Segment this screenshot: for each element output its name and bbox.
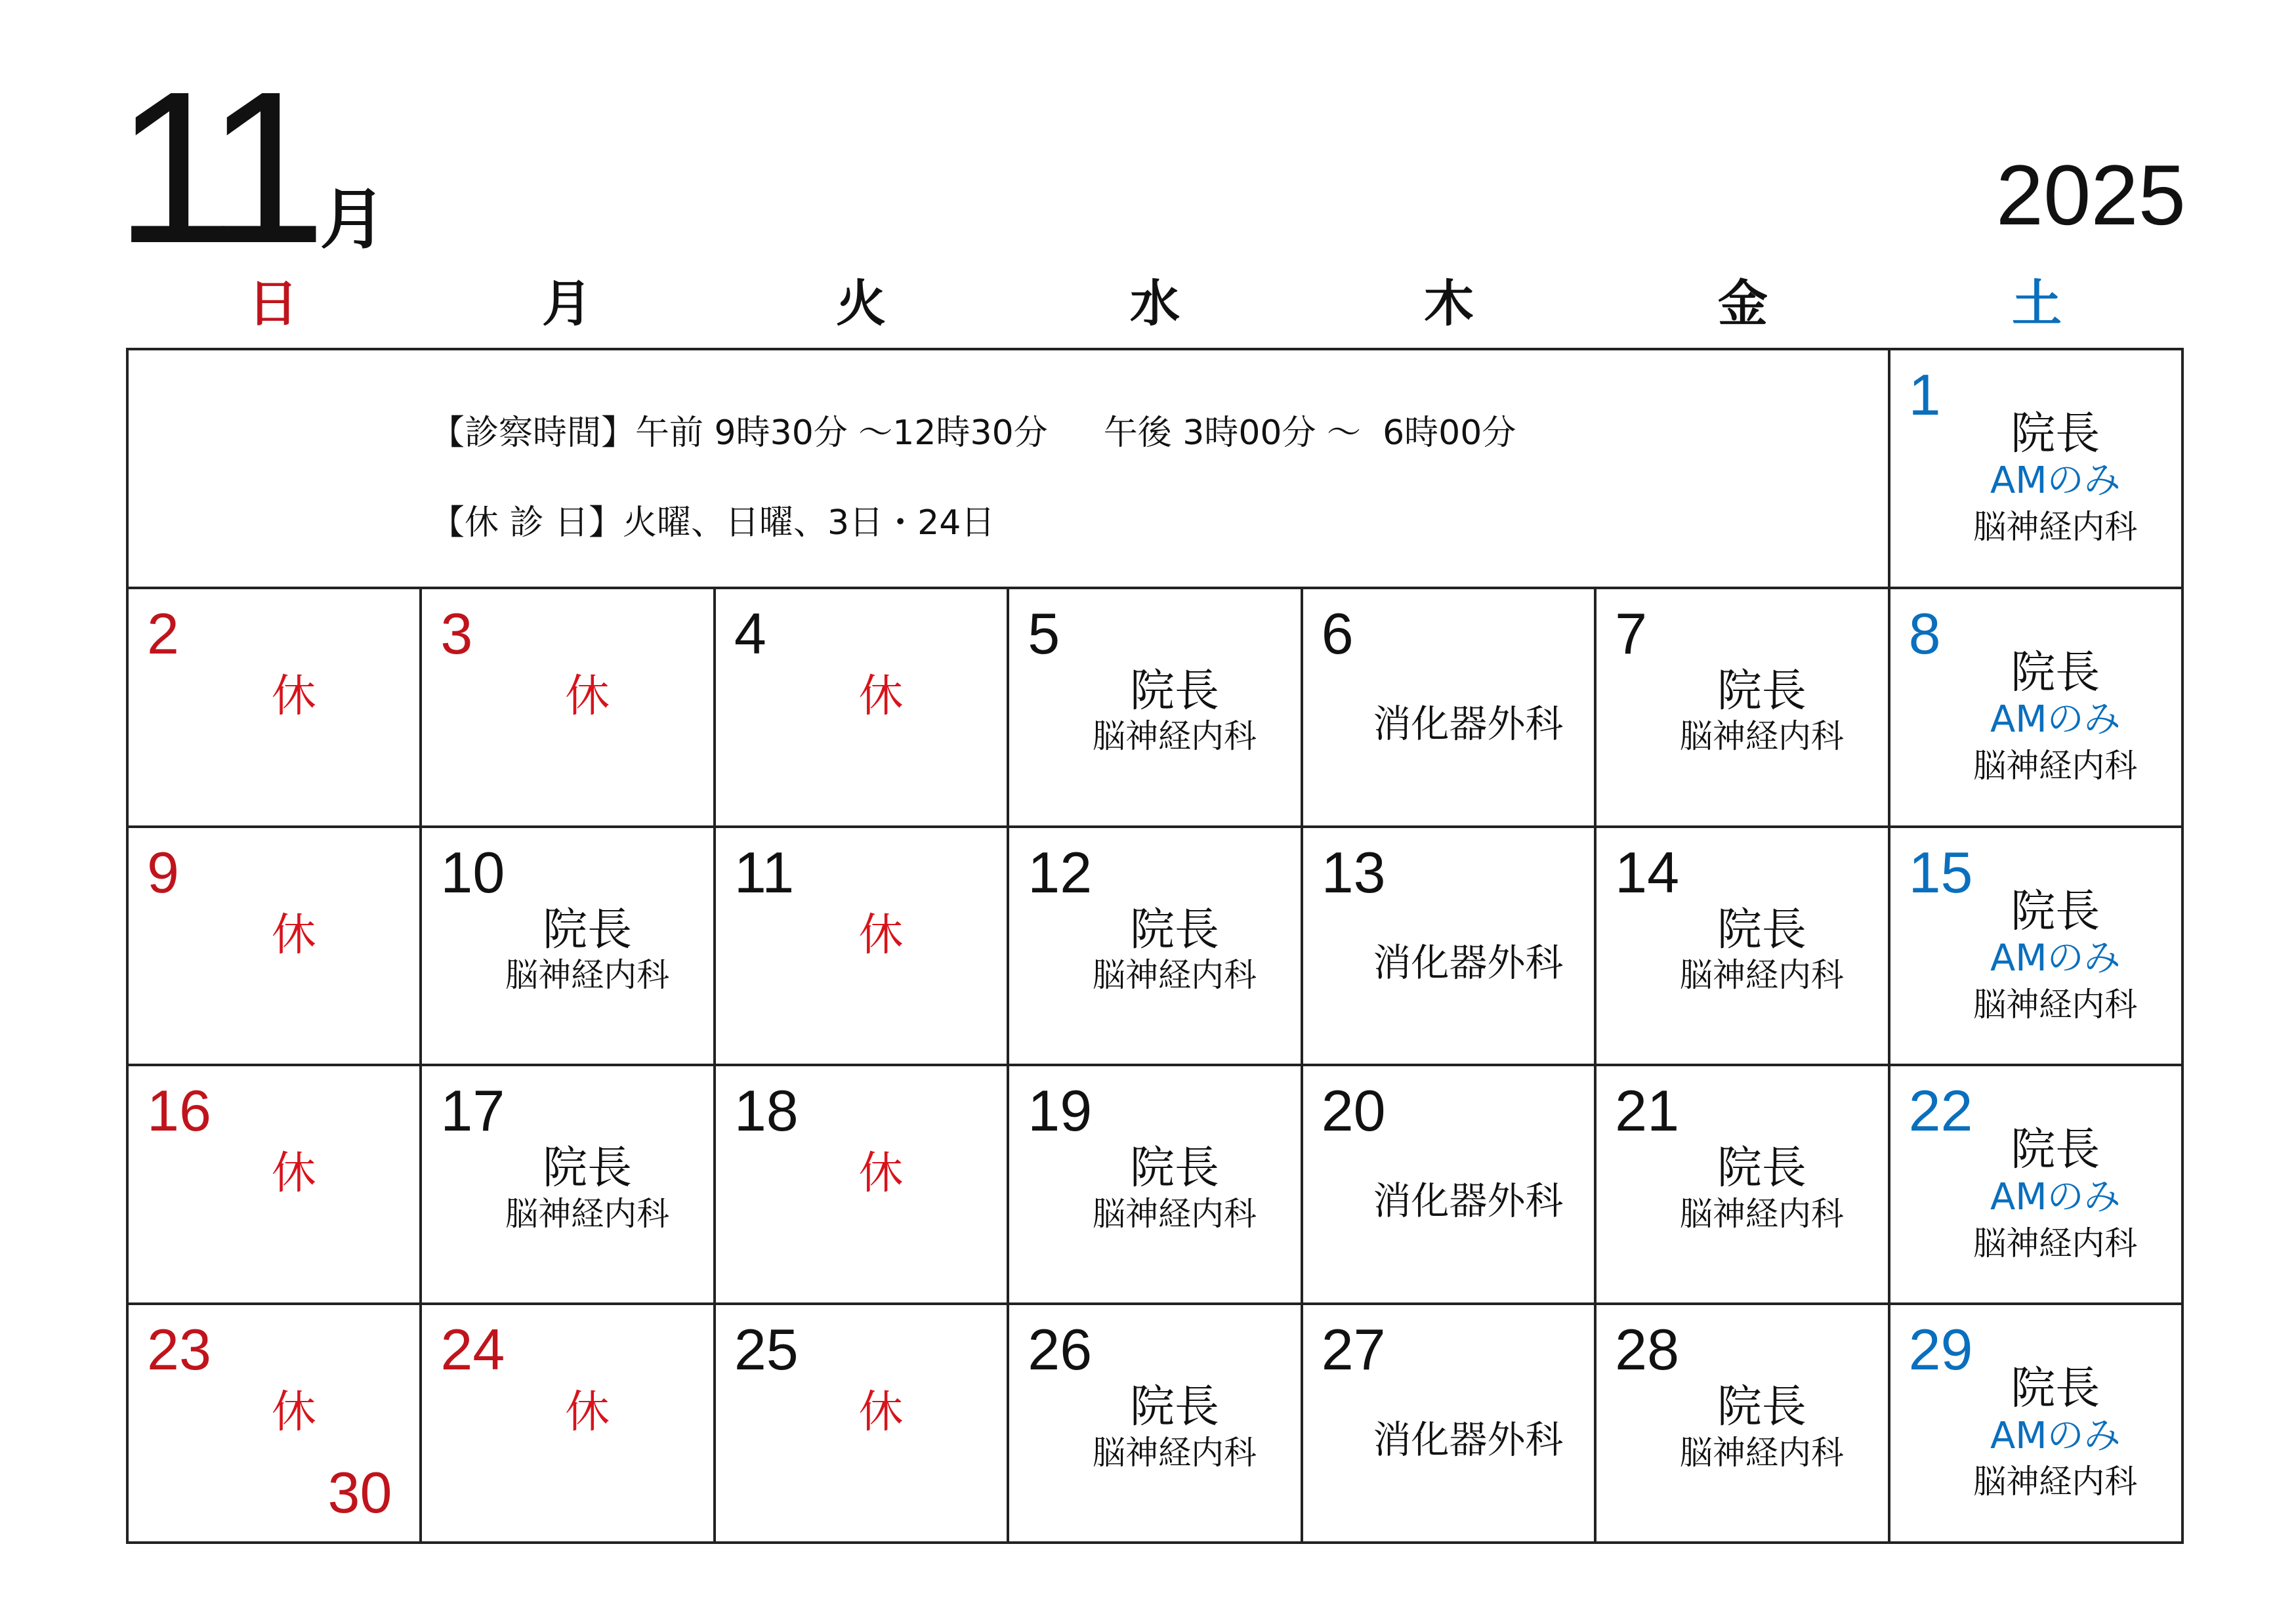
day-cell xyxy=(129,1066,422,1305)
day-number: 17 xyxy=(440,1078,505,1144)
day-content xyxy=(461,904,713,998)
doctor-director: 院長 xyxy=(1717,665,1806,717)
am-only-badge: AMのみ xyxy=(1990,936,2121,980)
day-content xyxy=(755,1145,1007,1200)
department-neurology: 脳神経内科 xyxy=(1679,1433,1844,1472)
department-gastro-surgery: 消化器外科 xyxy=(1373,940,1564,985)
month-number: 11 xyxy=(115,46,314,288)
day-cell xyxy=(129,828,422,1067)
month-title xyxy=(115,46,386,288)
day-cell xyxy=(1009,1066,1303,1305)
day-number: 15 xyxy=(1908,839,1973,905)
day-content xyxy=(755,907,1007,961)
department-neurology: 脳神経内科 xyxy=(1973,508,2138,547)
doctor-director: 院長 xyxy=(2011,885,2100,938)
clinic-info-box xyxy=(129,350,1890,589)
department-neurology: 脳神経内科 xyxy=(505,1194,670,1233)
day-cell xyxy=(129,589,422,828)
doctor-director: 院長 xyxy=(1129,665,1219,717)
am-only-badge: AMのみ xyxy=(1990,698,2121,741)
day-content xyxy=(1049,904,1300,998)
day-cell xyxy=(422,589,715,828)
department-neurology: 脳神経内科 xyxy=(1092,1194,1257,1233)
day-number: 20 xyxy=(1321,1078,1386,1144)
department-neurology: 脳神経内科 xyxy=(1092,1433,1257,1472)
consultation-hours: 【診察時間】午前 9時30分 ～12時30分 午後 3時00分 ～ 6時00分 xyxy=(430,413,1516,453)
day-cell xyxy=(1009,828,1303,1067)
department-neurology: 脳神経内科 xyxy=(1092,955,1257,994)
doctor-director: 院長 xyxy=(1129,1381,1219,1434)
day-cell xyxy=(1597,589,1890,828)
day-cell xyxy=(716,589,1009,828)
day-cell xyxy=(1597,1066,1890,1305)
closed-mark: 休 xyxy=(271,1148,316,1200)
day-number: 4 xyxy=(734,600,766,666)
day-cell xyxy=(1597,828,1890,1067)
day-number: 28 xyxy=(1615,1317,1680,1383)
day-content xyxy=(461,668,713,722)
day-number: 1 xyxy=(1908,362,1941,427)
day-number-30: 30 xyxy=(327,1459,392,1525)
closed-mark: 休 xyxy=(565,1386,610,1439)
month-unit: 月 xyxy=(320,181,386,258)
day-number: 24 xyxy=(440,1317,505,1383)
day-content xyxy=(1343,1384,1594,1464)
day-content xyxy=(1343,907,1594,987)
day-content xyxy=(1930,408,2181,550)
calendar-grid xyxy=(126,348,2184,1544)
day-number: 23 xyxy=(147,1317,211,1383)
day-content xyxy=(1049,1381,1300,1475)
day-content xyxy=(1343,668,1594,748)
day-cell xyxy=(1890,589,2184,828)
day-number: 7 xyxy=(1615,600,1648,666)
day-content xyxy=(755,1384,1007,1439)
day-number: 10 xyxy=(440,839,505,905)
day-number: 26 xyxy=(1028,1317,1093,1383)
closed-mark: 休 xyxy=(271,909,316,961)
day-number: 5 xyxy=(1028,600,1060,666)
day-cell xyxy=(1303,589,1597,828)
day-cell xyxy=(1597,1305,1890,1544)
doctor-director: 院長 xyxy=(1129,904,1219,956)
day-number: 19 xyxy=(1028,1078,1093,1144)
doctor-director: 院長 xyxy=(2011,1363,2100,1415)
weekday-mon: 月 xyxy=(542,274,592,333)
doctor-director: 院長 xyxy=(1129,1142,1219,1195)
day-cell xyxy=(716,1305,1009,1544)
closed-mark: 休 xyxy=(858,1148,904,1200)
day-content xyxy=(168,1384,419,1439)
day-cell xyxy=(422,1066,715,1305)
day-number: 12 xyxy=(1028,839,1093,905)
day-number: 2 xyxy=(147,600,179,666)
day-cell xyxy=(129,1305,422,1544)
day-content xyxy=(1930,1365,2181,1505)
day-number: 29 xyxy=(1908,1317,1973,1383)
day-content xyxy=(1636,1381,1887,1475)
day-content xyxy=(1636,665,1887,759)
department-neurology: 脳神経内科 xyxy=(1092,717,1257,756)
department-neurology: 脳神経内科 xyxy=(1679,955,1844,994)
closed-mark: 休 xyxy=(271,670,316,722)
day-number: 18 xyxy=(734,1078,799,1144)
am-only-badge: AMのみ xyxy=(1990,1414,2121,1457)
doctor-director: 院長 xyxy=(1717,904,1806,956)
day-number: 14 xyxy=(1615,839,1680,905)
doctor-director: 院長 xyxy=(2011,646,2100,699)
day-cell xyxy=(1009,1305,1303,1544)
closed-mark: 休 xyxy=(858,670,904,722)
day-number: 13 xyxy=(1321,839,1386,905)
day-cell xyxy=(422,828,715,1067)
department-neurology: 脳神経内科 xyxy=(1973,746,2138,785)
day-cell xyxy=(716,828,1009,1067)
department-neurology: 脳神経内科 xyxy=(1973,1224,2138,1262)
day-content xyxy=(168,1145,419,1200)
department-gastro-surgery: 消化器外科 xyxy=(1373,1178,1564,1224)
day-content xyxy=(1049,1142,1300,1236)
day-content xyxy=(755,668,1007,722)
doctor-director: 院長 xyxy=(1717,1381,1806,1434)
day-content xyxy=(1930,1124,2181,1266)
doctor-director: 院長 xyxy=(1717,1142,1806,1195)
day-content xyxy=(1049,665,1300,759)
day-number: 16 xyxy=(147,1078,211,1144)
department-neurology: 脳神経内科 xyxy=(1679,717,1844,756)
department-neurology: 脳神経内科 xyxy=(1679,1194,1844,1233)
weekday-thu: 木 xyxy=(1424,274,1474,333)
department-gastro-surgery: 消化器外科 xyxy=(1373,1417,1564,1463)
day-cell xyxy=(1890,350,2184,589)
day-number: 3 xyxy=(440,600,473,666)
day-content xyxy=(1343,1145,1594,1225)
day-number: 11 xyxy=(734,839,795,905)
closed-days: 【休 診 日】火曜、日曜、3日・24日 xyxy=(430,503,995,543)
weekday-wed: 水 xyxy=(1130,274,1180,333)
department-neurology: 脳神経内科 xyxy=(1973,1463,2138,1501)
day-content xyxy=(168,907,419,961)
day-content xyxy=(168,668,419,722)
weekday-fri: 金 xyxy=(1718,274,1768,333)
doctor-director: 院長 xyxy=(543,1142,633,1195)
doctor-director: 院長 xyxy=(2011,408,2100,460)
day-content xyxy=(1930,885,2181,1028)
closed-mark: 休 xyxy=(858,909,904,961)
year-label: 2025 xyxy=(1995,147,2186,243)
day-number: 8 xyxy=(1908,600,1941,666)
closed-mark: 休 xyxy=(565,670,610,722)
day-cell xyxy=(1303,828,1597,1067)
department-gastro-surgery: 消化器外科 xyxy=(1373,701,1564,746)
day-cell xyxy=(1890,1066,2184,1305)
weekday-tue: 火 xyxy=(836,274,886,333)
day-number: 27 xyxy=(1321,1317,1386,1383)
department-neurology: 脳神経内科 xyxy=(505,955,670,994)
day-cell xyxy=(1890,1305,2184,1544)
day-content xyxy=(461,1384,713,1439)
weekday-sat: 土 xyxy=(2012,274,2062,333)
closed-mark: 休 xyxy=(271,1386,316,1439)
day-content xyxy=(461,1142,713,1236)
day-number: 6 xyxy=(1321,600,1354,666)
day-content xyxy=(1636,904,1887,998)
day-cell xyxy=(422,1305,715,1544)
day-content xyxy=(1636,1142,1887,1236)
day-number: 25 xyxy=(734,1317,799,1383)
doctor-director: 院長 xyxy=(543,904,633,956)
day-content xyxy=(1930,646,2181,789)
day-number: 9 xyxy=(147,839,179,905)
am-only-badge: AMのみ xyxy=(1990,1175,2121,1218)
day-number: 21 xyxy=(1615,1078,1680,1144)
day-cell xyxy=(716,1066,1009,1305)
weekday-header xyxy=(126,268,2184,340)
closed-mark: 休 xyxy=(858,1386,904,1439)
day-cell xyxy=(1009,589,1303,828)
department-neurology: 脳神経内科 xyxy=(1973,985,2138,1024)
day-cell xyxy=(1890,828,2184,1067)
weekday-sun: 日 xyxy=(248,274,298,333)
doctor-director: 院長 xyxy=(2011,1124,2100,1176)
day-cell xyxy=(1303,1066,1597,1305)
day-cell xyxy=(1303,1305,1597,1544)
am-only-badge: AMのみ xyxy=(1990,459,2121,503)
day-number: 22 xyxy=(1908,1078,1973,1144)
